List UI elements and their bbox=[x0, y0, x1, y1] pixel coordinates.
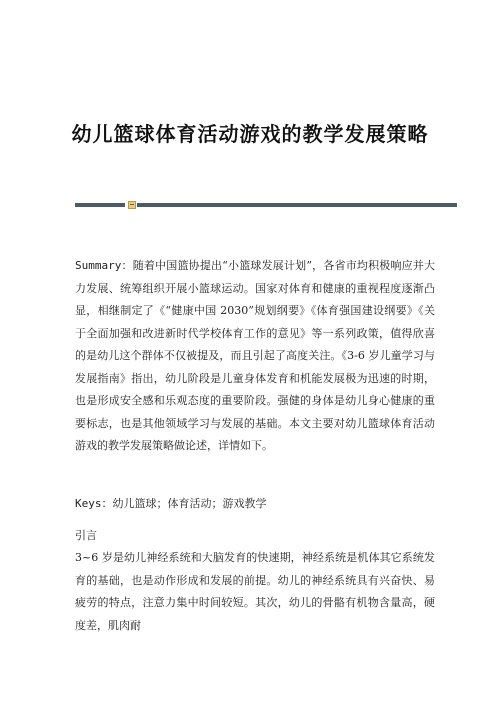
document-title: 幼儿篮球体育活动游戏的教学发展策略 bbox=[71, 122, 429, 146]
summary-paragraph bbox=[75, 255, 435, 458]
keywords-paragraph bbox=[75, 493, 435, 516]
keys-label: Keys： bbox=[75, 497, 113, 510]
summary-text: 随着中国篮协提出“小篮球发展计划”，各省市均积极响应并大力发展、统筹组织开展小篮球运动。国家对体育和健康的重视程度逐渐凸显，相继制定了《“健康中国 2030”规划纲要》《体育强国建设纲要》《关于全面加强和改进新时代学校体育工作的意见》等一系列政策，值得欣喜的是幼儿这个群体不仅被提及，而且引起了高度关注。《3-6 岁儿童学习与发展指南》指出，幼儿阶段是儿童身体发育和机能发展极为迅速的时期，也是形成安全感和乐观态度的重要阶段。强健的身体是幼儿身心健康的重要标志，也是其他领域学习与发展的基础。本文主要对幼儿篮球体育活动游戏的教学发展策略做论述，详情如下。 bbox=[75, 259, 435, 452]
intro-heading: 引言 bbox=[75, 529, 97, 542]
divider-ornament-icon bbox=[128, 201, 136, 209]
divider-bar-left bbox=[75, 203, 125, 207]
intro-paragraph: 3~6 岁是幼儿神经系统和大脑发育的快速期，神经系统是机体其它系统发育的基础，也是动作形成和发展的前提。幼儿的神经系统具有兴奋快、易疲劳的特点，注意力集中时间较短。其次，幼儿的骨骼有机物含量高，硬度差，肌肉耐 bbox=[75, 551, 435, 632]
divider-bar-right bbox=[137, 203, 457, 207]
summary-label: Summary： bbox=[75, 259, 133, 272]
keys-text: 幼儿篮球；体育活动；游戏教学 bbox=[112, 497, 267, 510]
title-divider bbox=[75, 203, 457, 207]
